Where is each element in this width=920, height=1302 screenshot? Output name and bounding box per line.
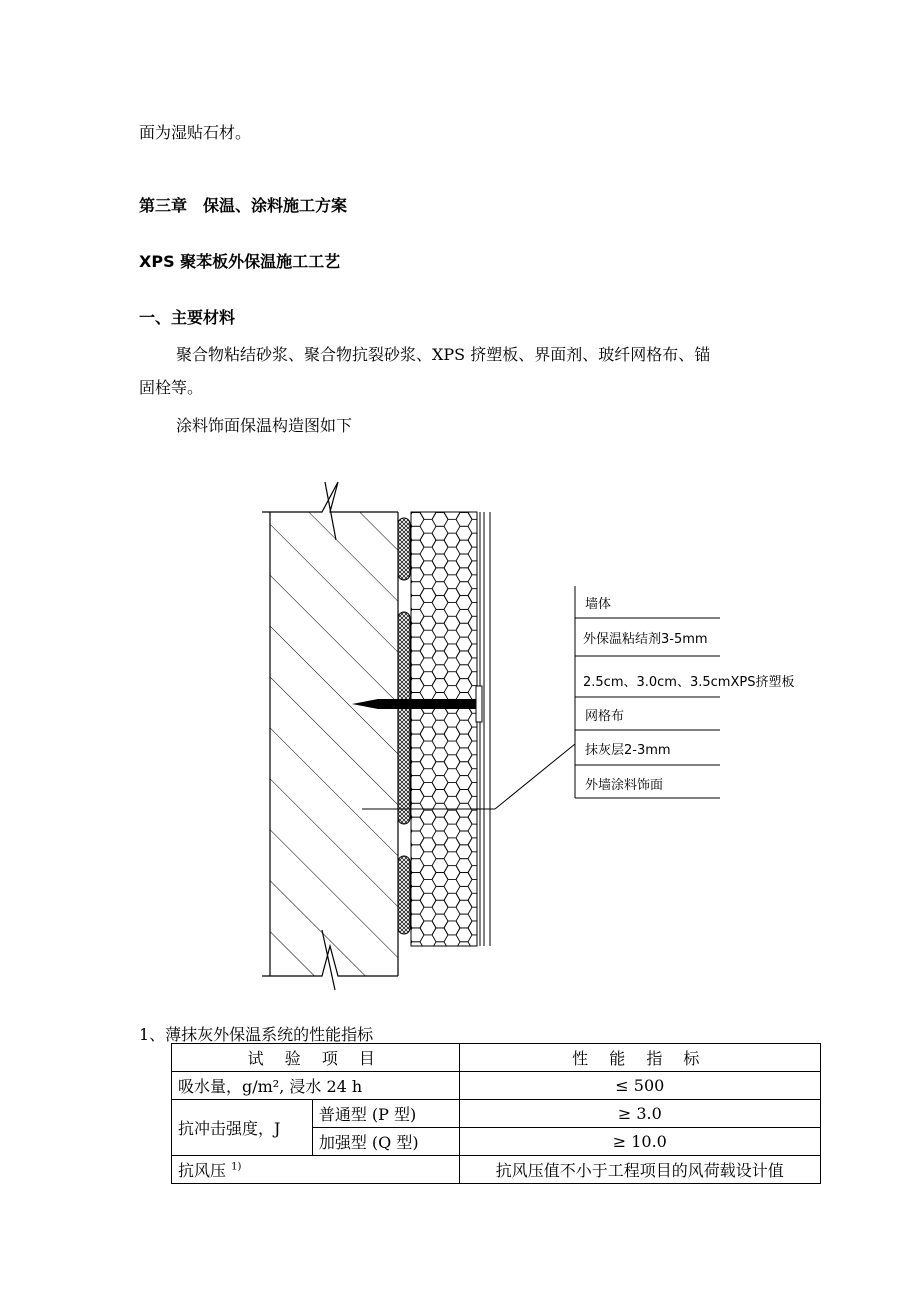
wind-pressure-footnote: 1) xyxy=(231,1161,242,1173)
table-row xyxy=(172,1100,821,1128)
subsection-heading: 一、主要材料 xyxy=(139,308,236,327)
wind-pressure-item xyxy=(172,1156,460,1184)
diagram-labels xyxy=(583,596,794,793)
impact-strength-item: 抗冲击强度，J xyxy=(172,1100,313,1156)
impact-value-q: ≥ 10.0 xyxy=(459,1128,820,1156)
label-adhesive: 外保温粘结剂3-5mm xyxy=(583,632,708,647)
xps-board xyxy=(411,512,477,946)
materials-paragraph-line2: 固栓等。 xyxy=(139,378,204,397)
impact-value-p: ≥ 3.0 xyxy=(459,1100,820,1128)
table-caption: 1、薄抹灰外保温系统的性能指标 xyxy=(139,1025,374,1044)
diagram-intro: 涂料饰面保温构造图如下 xyxy=(176,416,353,435)
table-row xyxy=(172,1156,821,1184)
water-absorption-item: 吸水量，g/m², 浸水 24 h xyxy=(172,1072,460,1100)
wall-body xyxy=(262,482,398,990)
paragraph-continuation: 面为湿贴石材。 xyxy=(139,123,252,142)
wind-pressure-value: 抗风压值不小于工程项目的风荷载设计值 xyxy=(459,1156,820,1184)
materials-paragraph-line1: 聚合物粘结砂浆、聚合物抗裂砂浆、XPS 挤塑板、界面剂、玻纤网格布、锚 xyxy=(176,345,711,364)
label-xps-board: 2.5cm、3.0cm、3.5cmXPS挤塑板 xyxy=(583,675,795,690)
finish-layers xyxy=(480,512,490,946)
header-value: 性 能 指 标 xyxy=(459,1044,820,1072)
table-header-row xyxy=(172,1044,821,1072)
water-absorption-value: ≤ 500 xyxy=(459,1072,820,1100)
chapter-title: 第三章 保温、涂料施工方案 xyxy=(139,196,348,215)
performance-table xyxy=(171,1043,821,1184)
adhesive-layer xyxy=(398,518,410,934)
impact-type-p: 普通型 (P 型) xyxy=(312,1100,459,1128)
impact-type-q: 加强型 (Q 型) xyxy=(312,1128,459,1156)
section-title: XPS 聚苯板外保温施工工艺 xyxy=(139,252,341,271)
label-plaster: 抹灰层2-3mm xyxy=(585,743,671,758)
label-coating: 外墙涂料饰面 xyxy=(585,778,664,793)
label-wall: 墙体 xyxy=(585,597,612,612)
header-item: 试 验 项 目 xyxy=(172,1044,460,1072)
wind-pressure-label: 抗风压 xyxy=(178,1161,227,1180)
label-mesh: 网格布 xyxy=(585,709,625,724)
table-row xyxy=(172,1072,821,1100)
